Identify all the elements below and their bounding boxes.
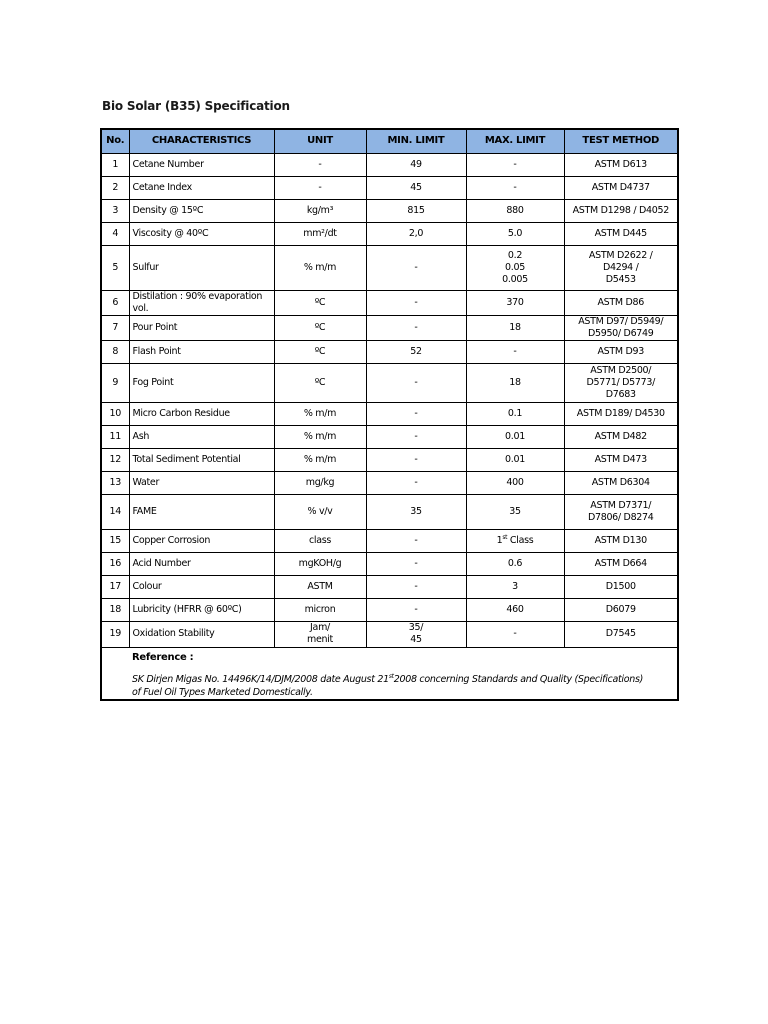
cell-unit: mgKOH/g	[274, 552, 366, 575]
cell-no: 13	[101, 471, 129, 494]
cell-min-limit: 35/ 45	[366, 621, 466, 647]
cell-max-limit: 0.2 0.05 0.005	[466, 245, 564, 290]
cell-max-limit: 18	[466, 363, 564, 402]
cell-no: 16	[101, 552, 129, 575]
cell-max-limit: 5.0	[466, 222, 564, 245]
table-row	[101, 199, 678, 222]
table-row	[101, 340, 678, 363]
table-row	[101, 176, 678, 199]
table-row	[101, 598, 678, 621]
table-row	[101, 363, 678, 402]
header-characteristics: CHARACTERISTICS	[129, 129, 274, 153]
cell-unit: -	[274, 176, 366, 199]
table-row	[101, 153, 678, 176]
cell-test-method: ASTM D1298 / D4052	[564, 199, 678, 222]
table-row	[101, 448, 678, 471]
cell-no: 3	[101, 199, 129, 222]
cell-test-method: ASTM D86	[564, 290, 678, 315]
cell-min-limit: 52	[366, 340, 466, 363]
reference-label: Reference :	[132, 651, 194, 663]
cell-test-method: ASTM D7371/ D7806/ D8274	[564, 494, 678, 529]
cell-unit: micron	[274, 598, 366, 621]
cell-characteristic: Copper Corrosion	[129, 529, 274, 552]
cell-characteristic: Distilation : 90% evaporation vol.	[129, 290, 274, 315]
cell-characteristic: Micro Carbon Residue	[129, 402, 274, 425]
cell-test-method: ASTM D445	[564, 222, 678, 245]
cell-characteristic: Fog Point	[129, 363, 274, 402]
cell-no: 17	[101, 575, 129, 598]
cell-no: 11	[101, 425, 129, 448]
cell-unit: % m/m	[274, 425, 366, 448]
cell-unit: -	[274, 153, 366, 176]
cell-unit: ºC	[274, 290, 366, 315]
cell-test-method: ASTM D189/ D4530	[564, 402, 678, 425]
header-no: No.	[101, 129, 129, 153]
cell-characteristic: Lubricity (HFRR @ 60ºC)	[129, 598, 274, 621]
cell-no: 6	[101, 290, 129, 315]
cell-test-method: D1500	[564, 575, 678, 598]
cell-max-limit: 1st Class	[466, 529, 564, 552]
cell-characteristic: Flash Point	[129, 340, 274, 363]
cell-unit: class	[274, 529, 366, 552]
cell-max-limit: -	[466, 340, 564, 363]
cell-max-limit: 0.1	[466, 402, 564, 425]
table-row	[101, 425, 678, 448]
cell-no: 2	[101, 176, 129, 199]
cell-no: 5	[101, 245, 129, 290]
cell-characteristic: Density @ 15ºC	[129, 199, 274, 222]
cell-max-limit: 0.01	[466, 425, 564, 448]
cell-no: 12	[101, 448, 129, 471]
header-test-method: TEST METHOD	[564, 129, 678, 153]
cell-characteristic: Pour Point	[129, 315, 274, 340]
cell-min-limit: -	[366, 598, 466, 621]
cell-max-limit: 370	[466, 290, 564, 315]
cell-unit: mg/kg	[274, 471, 366, 494]
cell-min-limit: -	[366, 575, 466, 598]
cell-no: 19	[101, 621, 129, 647]
cell-min-limit: 2,0	[366, 222, 466, 245]
specification-table	[100, 128, 679, 701]
cell-max-limit: 35	[466, 494, 564, 529]
cell-min-limit: -	[366, 402, 466, 425]
cell-min-limit: -	[366, 448, 466, 471]
cell-characteristic: Sulfur	[129, 245, 274, 290]
table-row	[101, 552, 678, 575]
cell-characteristic: Acid Number	[129, 552, 274, 575]
cell-test-method: ASTM D482	[564, 425, 678, 448]
cell-test-method: ASTM D93	[564, 340, 678, 363]
cell-test-method: D6079	[564, 598, 678, 621]
cell-test-method: ASTM D664	[564, 552, 678, 575]
cell-max-limit: -	[466, 176, 564, 199]
cell-min-limit: -	[366, 425, 466, 448]
cell-characteristic: Ash	[129, 425, 274, 448]
table-row	[101, 494, 678, 529]
cell-unit: ASTM	[274, 575, 366, 598]
cell-test-method: ASTM D2500/ D5771/ D5773/ D7683	[564, 363, 678, 402]
cell-min-limit: -	[366, 245, 466, 290]
cell-unit: mm²/dt	[274, 222, 366, 245]
table-row	[101, 402, 678, 425]
cell-no: 10	[101, 402, 129, 425]
cell-no: 1	[101, 153, 129, 176]
cell-characteristic: Colour	[129, 575, 274, 598]
header-unit: UNIT	[274, 129, 366, 153]
cell-max-limit: 400	[466, 471, 564, 494]
cell-min-limit: -	[366, 315, 466, 340]
table-row	[101, 529, 678, 552]
cell-min-limit: -	[366, 471, 466, 494]
cell-characteristic: Viscosity @ 40ºC	[129, 222, 274, 245]
cell-min-limit: -	[366, 363, 466, 402]
cell-max-limit: 0.6	[466, 552, 564, 575]
cell-test-method: D7545	[564, 621, 678, 647]
cell-no: 18	[101, 598, 129, 621]
cell-no: 8	[101, 340, 129, 363]
cell-no: 9	[101, 363, 129, 402]
cell-test-method: ASTM D2622 / D4294 / D5453	[564, 245, 678, 290]
reference-cell	[101, 647, 678, 700]
table-row	[101, 290, 678, 315]
cell-min-limit: 35	[366, 494, 466, 529]
cell-no: 15	[101, 529, 129, 552]
cell-test-method: ASTM D130	[564, 529, 678, 552]
cell-unit: ºC	[274, 363, 366, 402]
cell-max-limit: 0.01	[466, 448, 564, 471]
cell-unit: % m/m	[274, 245, 366, 290]
cell-max-limit: 460	[466, 598, 564, 621]
reference-text-part: SK Dirjen Migas No. 14496K/14/DJM/2008 date August 21st2008 concerning Standards and Quality (Specifications) of Fuel Oil Types Marketed Domestically.	[132, 672, 644, 698]
table-body	[101, 153, 678, 647]
cell-max-limit: 880	[466, 199, 564, 222]
document-title: Bio Solar (B35) Specification	[102, 99, 290, 113]
cell-min-limit: 815	[366, 199, 466, 222]
cell-min-limit: 45	[366, 176, 466, 199]
cell-test-method: ASTM D613	[564, 153, 678, 176]
cell-unit: ºC	[274, 315, 366, 340]
cell-characteristic: Oxidation Stability	[129, 621, 274, 647]
cell-test-method: ASTM D473	[564, 448, 678, 471]
cell-min-limit: 49	[366, 153, 466, 176]
cell-min-limit: -	[366, 529, 466, 552]
table-row	[101, 222, 678, 245]
cell-unit: % m/m	[274, 402, 366, 425]
cell-unit: kg/m³	[274, 199, 366, 222]
reference-text	[132, 673, 647, 699]
cell-characteristic: Total Sediment Potential	[129, 448, 274, 471]
cell-min-limit: -	[366, 290, 466, 315]
cell-max-limit: 3	[466, 575, 564, 598]
table-row	[101, 471, 678, 494]
cell-characteristic: FAME	[129, 494, 274, 529]
table-row	[101, 245, 678, 290]
cell-no: 4	[101, 222, 129, 245]
cell-no: 14	[101, 494, 129, 529]
cell-max-limit: -	[466, 153, 564, 176]
cell-test-method: ASTM D97/ D5949/ D5950/ D6749	[564, 315, 678, 340]
cell-characteristic: Water	[129, 471, 274, 494]
reference-row	[101, 647, 678, 700]
cell-unit: % v/v	[274, 494, 366, 529]
header-min-limit: MIN. LIMIT	[366, 129, 466, 153]
table-row	[101, 315, 678, 340]
header-max-limit: MAX. LIMIT	[466, 129, 564, 153]
cell-characteristic: Cetane Number	[129, 153, 274, 176]
cell-unit: ºC	[274, 340, 366, 363]
cell-max-limit: 18	[466, 315, 564, 340]
cell-characteristic: Cetane Index	[129, 176, 274, 199]
table-header-row	[101, 129, 678, 153]
cell-unit: Jam/ menit	[274, 621, 366, 647]
cell-test-method: ASTM D4737	[564, 176, 678, 199]
cell-no: 7	[101, 315, 129, 340]
table-row	[101, 621, 678, 647]
cell-min-limit: -	[366, 552, 466, 575]
table-row	[101, 575, 678, 598]
cell-max-limit: -	[466, 621, 564, 647]
cell-unit: % m/m	[274, 448, 366, 471]
cell-test-method: ASTM D6304	[564, 471, 678, 494]
